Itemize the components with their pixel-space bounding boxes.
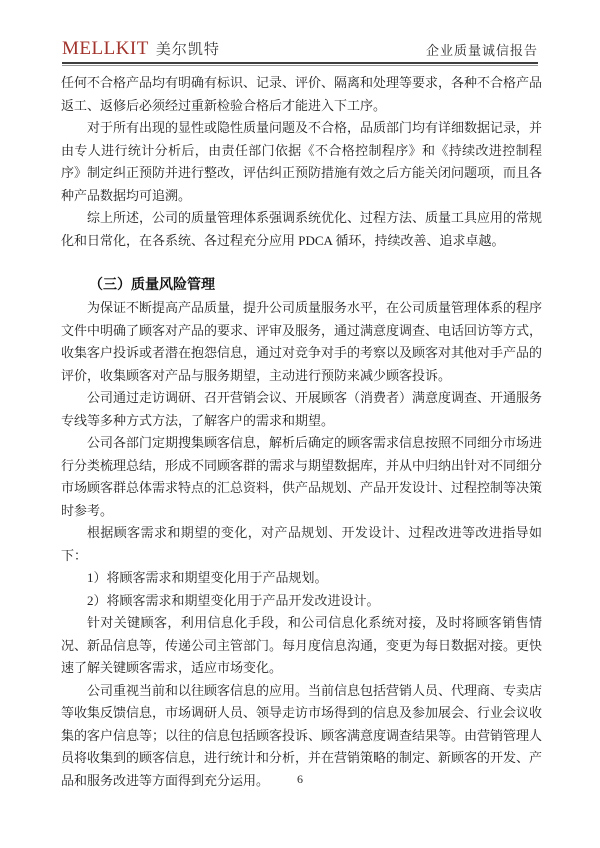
document-body: [61, 72, 542, 792]
paragraph: 1）将顾客需求和期望变化用于产品规划。: [87, 570, 328, 585]
brand-name-en: MELLKIT: [62, 38, 149, 59]
header-rule-thick: [62, 62, 538, 64]
paragraph: 公司通过走访调研、召开营销会议、开展顾客（消费者）满意度调查、开通服务专线等多种方式方法，了解客户的需求和期望。: [61, 390, 543, 428]
paragraph: 2）将顾客需求和期望变化用于产品开发改进设计。: [87, 592, 380, 608]
paragraph: 公司各部门定期搜集顾客信息，解析后确定的顾客需求信息按照不同细分市场进行分类梳理总结，形成不同顾客群的需求与期望数据库，并从中归纳出针对不同细分市场顾客群总体需求特点的汇总资料，供产品规划、产品开发设计、过程控制等决策时参考。: [61, 435, 543, 518]
paragraph: 公司重视当前和以往顾客信息的应用。当前信息包括营销人员、代理商、专卖店等收集反馈信息，市场调研人员、领导走访市场得到的信息及参加展会、行业会议收集的客户信息等；以往的信息包括顾客投诉、顾客满意度调查结果等。由营销管理人员将收集到的顾客信息，进行统计和分析，并在营销策略的制定、新顾客的开发、产品和服务改进等方面得到充分运用。: [61, 682, 543, 788]
header-rule-thin: [62, 65, 538, 66]
paragraph: 为保证不断提高产品质量，提升公司质量服务水平，在公司质量管理体系的程序文件中明确了顾客对产品的要求、评审及服务，通过满意度调查、电话回访等方式，收集客户投诉或者潜在抱怨信息，通过对竞争对手的考察以及顾客对其他对手产品的评价，收集顾客对产品与服务期望，主动进行预防来减少顾客投诉。: [61, 300, 543, 383]
paragraph: 任何不合格产品均有明确有标识、记录、评价、隔离和处理等要求，各种不合格产品返工、返修后必须经过重新检验合格后才能进入下工序。: [61, 75, 543, 113]
report-title: 企业质量诚信报告: [425, 43, 538, 58]
paragraph: 针对关键顾客，利用信息化手段，和公司信息化系统对接，及时将顾客销售情况、新品信息等，传递公司主管部门。每月度信息沟通，变更为每日数据对接。更快速了解关键顾客需求，适应市场变化。: [61, 615, 543, 675]
page-header: [62, 36, 538, 60]
page-number: 6: [297, 772, 303, 786]
paragraph: 根据顾客需求和期望的变化，对产品规划、开发设计、过程改进等改进指导如下：: [61, 525, 542, 563]
section-heading: （三）质量风险管理: [89, 277, 215, 293]
brand-name-cn: 美尔凯特: [155, 42, 220, 58]
paragraph: 综上所述，公司的质量管理体系强调系统优化、过程方法、质量工具应用的常规化和日常化，在各系统、各过程充分应用 PDCA 循环，持续改善、追求卓越。: [61, 210, 543, 248]
paragraph: 对于所有出现的显性或隐性质量问题及不合格，品质部门均有详细数据记录，并由专人进行统计分析后，由责任部门依据《不合格控制程序》和《持续改进控制程序》制定纠正预防并进行整改，评估纠正预防措施有效之后方能关闭问题项，而且各种产品数据均可追溯。: [61, 120, 543, 203]
brand-logo: [62, 38, 220, 60]
